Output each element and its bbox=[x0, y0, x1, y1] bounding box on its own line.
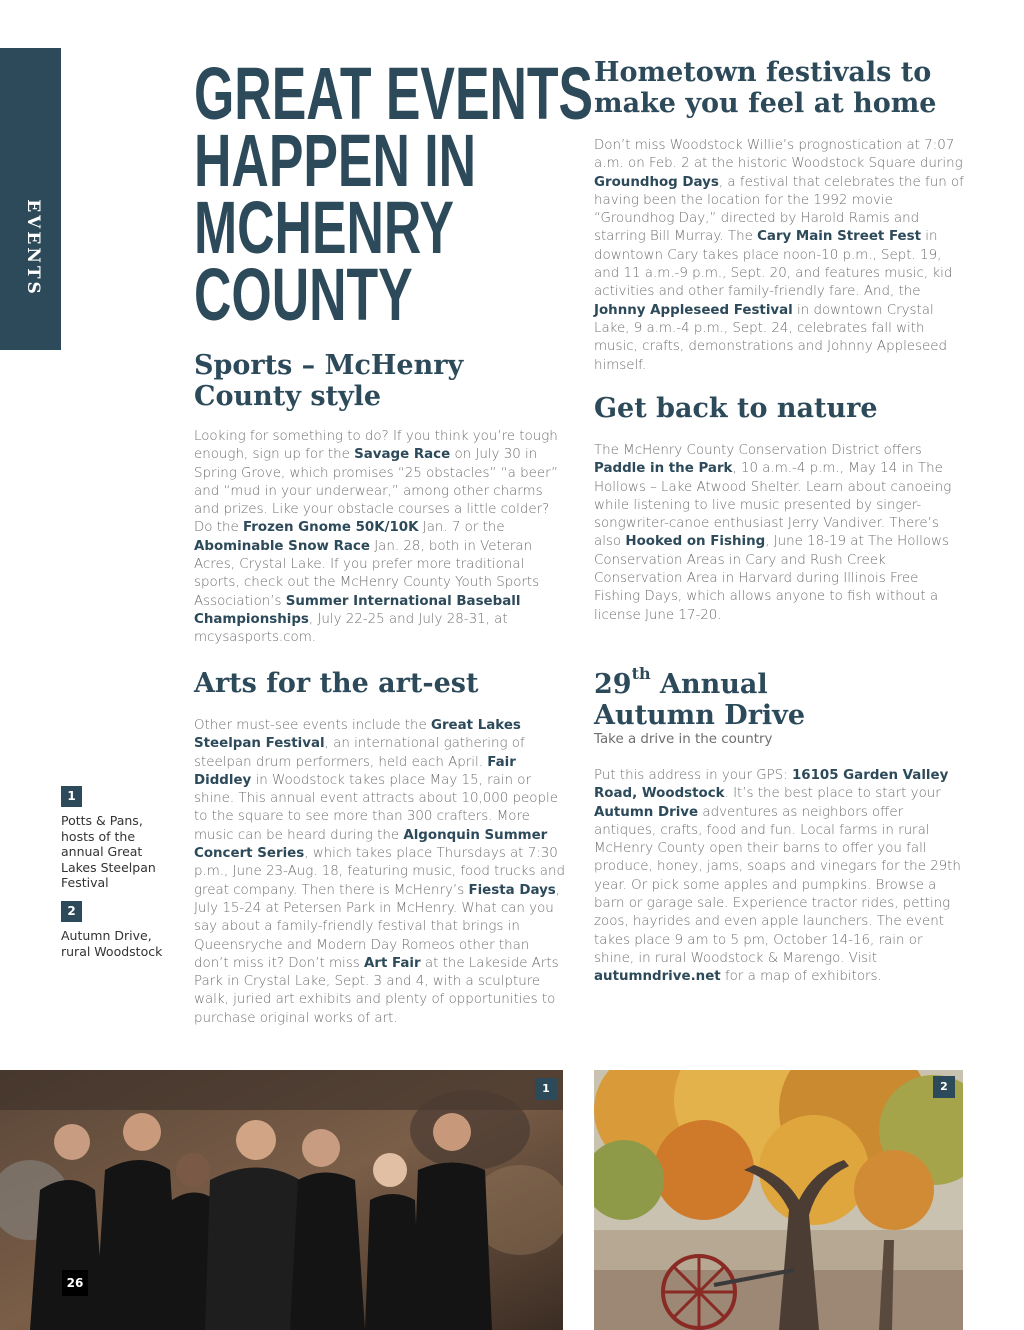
section-side-tab bbox=[0, 48, 61, 350]
event-link: Hooked on Fishing bbox=[625, 534, 766, 550]
title-line: HAPPEN IN bbox=[194, 119, 477, 202]
autumn-tree-photo bbox=[594, 1070, 963, 1330]
autumn-body: Put this address in your GPS: 16105 Garden Valley Road, Woodstock. It’s the best place to start your Autumn Drive adventures as neighbors offer antiques, crafts, food and fun. Local farms in rural McHenry County open their barns to offer you fall produce, honey, jams, soaps and vinegars for the 29th year. Or pick some apples and pumpkins. Browse a barn or garage sale. Experience tractor rides, petting zoos, hayrides and even apple launchers. The event takes place 9 am to 5 pm, October 14-16, rain or shine, in rural Woodstock & Marengo. Visit autumndrive.net for a map of exhibitors. bbox=[594, 768, 961, 985]
event-link: Summer International Baseball Championships bbox=[194, 593, 521, 627]
hometown-heading: Hometown festivals to make you feel at home bbox=[594, 57, 937, 119]
caption-number: 2 bbox=[61, 901, 82, 922]
event-link: Abominable Snow Race bbox=[194, 538, 370, 554]
photo-caption-1 bbox=[61, 785, 171, 891]
sports-heading: Sports – McHenry County style bbox=[194, 350, 464, 412]
section-label: EVENTS bbox=[23, 199, 43, 297]
title-line: MCHENRY bbox=[194, 186, 454, 269]
title-line: COUNTY bbox=[194, 253, 413, 336]
caption-text: Potts & Pans, hosts of the annual Great Lakes Steelpan Festival bbox=[61, 813, 156, 890]
page-number: 26 bbox=[62, 1270, 88, 1296]
event-link: Savage Race bbox=[354, 447, 451, 463]
event-link: Fiesta Days bbox=[468, 882, 556, 898]
event-link: Groundhog Days bbox=[594, 174, 719, 190]
nature-body: The McHenry County Conservation District offers Paddle in the Park, 10 a.m.-4 p.m., May 14 in The Hollows – Lake Atwood Shelter. Learn about canoeing while listening to live music presented by singer-songwriter-canoe enthusiast Jerry Vandiver. There’s also Hooked on Fishing, June 18-19 at The Hollows Conservation Areas in Cary and Rush Creek Conservation Area in Harvard during Illinois Free Fishing Days, which allows anyone to fish without a license June 17-20. bbox=[594, 443, 952, 623]
arts-section bbox=[194, 668, 566, 1028]
nature-section bbox=[594, 393, 966, 625]
photo-caption-2 bbox=[61, 900, 171, 959]
autumn-subtitle: Take a drive in the country bbox=[594, 732, 773, 747]
event-link: Johnny Appleseed Festival bbox=[594, 302, 793, 318]
caption-number: 1 bbox=[61, 786, 82, 807]
sports-section bbox=[194, 350, 566, 648]
photo-number-badge: 1 bbox=[535, 1078, 557, 1100]
event-link: Great Lakes Steelpan Festival bbox=[194, 718, 521, 752]
arts-body: Other must-see events include the Great Lakes Steelpan Festival, an international gathering of steelpan drum performers, held each April. Fair Diddley in Woodstock takes place May 15, rain or shine. This annual event attracts about 10,000 people to the square to see more than 300 crafters. More music can be heard during the Algonquin Summer Concert Series, which takes place Thursdays at 7:30 p.m., June 23-Aug. 18, featuring music, food trucks and great company. Then there is McHenry’s Fiesta Days, July 15-24 at Petersen Park in McHenry. What can you say about a family-friendly festival that brings in Queensryche and Modern Day Romeos other than don’t miss it? Don’t miss Art Fair at the Lakeside Arts Park in Crystal Lake, Sept. 3 and 4, with a sculpture walk, juried art exhibits and plenty of opportunities to purchase original works of art. bbox=[194, 718, 565, 1026]
title-line: GREAT EVENTS bbox=[194, 52, 594, 135]
event-link: Paddle in the Park bbox=[594, 461, 733, 477]
hometown-section bbox=[594, 57, 966, 375]
event-link: 16105 Garden Valley Road, Woodstock bbox=[594, 768, 949, 802]
caption-text: Autumn Drive, rural Woodstock bbox=[61, 928, 163, 959]
event-link: Frozen Gnome 50K/10K bbox=[243, 520, 419, 536]
event-link: autumndrive.net bbox=[594, 969, 721, 985]
nature-heading: Get back to nature bbox=[594, 393, 878, 424]
event-link: Algonquin Summer Concert Series bbox=[194, 827, 548, 862]
autumn-section bbox=[594, 662, 966, 987]
photo-number-badge: 2 bbox=[933, 1076, 955, 1098]
event-link: Art Fair bbox=[363, 955, 421, 971]
event-link: Fair Diddley bbox=[194, 754, 516, 788]
autumn-heading: 29th Annual Autumn Drive bbox=[594, 664, 806, 731]
event-link: Cary Main Street Fest bbox=[757, 229, 922, 245]
event-link: Autumn Drive bbox=[594, 804, 699, 820]
arts-heading: Arts for the art-est bbox=[194, 668, 479, 699]
sports-body: Looking for something to do? If you think you’re tough enough, sign up for the Savage Race on July 30 in Spring Grove, which promises “25 obstacles” “a beer” and “mud in your underwear,” among other charms and prizes. Like your obstacle courses a little colder? Do the Frozen Gnome 50K/10K Jan. 7 or the Abominable Snow Race Jan. 28, both in Veteran Acres, Crystal Lake. If you prefer more traditional sports, check out the McHenry County Youth Sports Association’s Summer International Baseball Championships, July 22-25 and July 28-31, at mcysasports.com. bbox=[194, 429, 559, 646]
page-title bbox=[194, 52, 594, 336]
hometown-body: Don’t miss Woodstock Willie’s prognostication at 7:07 a.m. on Feb. 2 at the historic Woodstock Square during Groundhog Days, a festival that celebrates the fun of having been the location for the 1992 movie “Groundhog Day,” directed by Harold Ramis and starring Bill Murray. The Cary Main Street Fest in downtown Cary takes place noon-10 p.m., Sept. 19, and 11 a.m.-9 p.m., Sept. 20, and features music, kid activities and other family-friendly fare. And, the Johnny Appleseed Festival in downtown Crystal Lake, 9 a.m.-4 p.m., Sept. 24, celebrates fall with music, crafts, demonstrations and Johnny Appleseed himself. bbox=[594, 138, 964, 373]
